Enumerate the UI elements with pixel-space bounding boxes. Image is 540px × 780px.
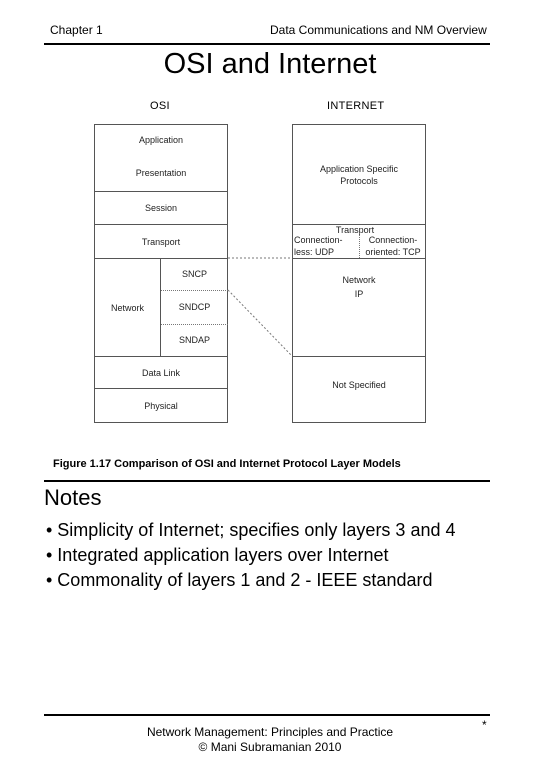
osi-session-layer: Session: [94, 191, 228, 225]
connection-oriented-tcp: Connection-oriented: TCP: [365, 235, 421, 257]
osi-physical-layer: Physical: [94, 388, 228, 423]
internet-heading: INTERNET: [327, 100, 385, 112]
footer-copyright: © Mani Subramanian 2010: [198, 740, 342, 754]
figure-caption: Figure 1.17 Comparison of OSI and Internet Protocol Layer Models: [53, 458, 401, 470]
internet-network-layer: Network: [342, 275, 376, 285]
internet-transport-label: Transport: [335, 225, 375, 235]
internet-not-specified-layer: Not Specified: [332, 380, 386, 390]
list-item: • Commonality of layers 1 and 2 - IEEE standard: [46, 570, 433, 590]
list-item: • Simplicity of Internet; specifies only layers 3 and 4: [46, 520, 456, 540]
osi-application-layer: Application: [138, 135, 184, 145]
osi-network-layer: Network: [110, 302, 144, 313]
notes-list: [46, 518, 456, 593]
osi-sncp-sublayer: SNCP: [181, 269, 207, 279]
osi-sndcp-sublayer: SNDCP: [178, 302, 211, 312]
osi-sndap-sublayer: SNDAP: [178, 335, 210, 345]
footer-text: [120, 725, 420, 755]
internet-ip-layer: IP: [354, 289, 364, 299]
osi-heading: OSI: [150, 100, 170, 112]
slide-title: OSI and Internet: [163, 48, 377, 80]
internet-application-layer: Application Specific Protocols: [319, 164, 399, 186]
footer-rule: [44, 714, 490, 716]
course-label: Data Communications and NM Overview: [270, 23, 487, 37]
osi-presentation-layer: Presentation: [135, 168, 187, 178]
osi-transport-layer: Transport: [94, 224, 228, 259]
chapter-label: Chapter 1: [50, 23, 103, 37]
page-marker: *: [482, 718, 487, 732]
connectionless-udp: Connection-less: UDP: [294, 235, 343, 257]
footer-book-title: Network Management: Principles and Practice: [146, 725, 394, 739]
list-item: • Integrated application layers over Internet: [46, 545, 389, 565]
caption-rule: [44, 480, 490, 482]
osi-data-link-layer: Data Link: [94, 356, 228, 389]
sncp-datalink-connector: [228, 290, 292, 356]
notes-heading: Notes: [44, 485, 102, 510]
